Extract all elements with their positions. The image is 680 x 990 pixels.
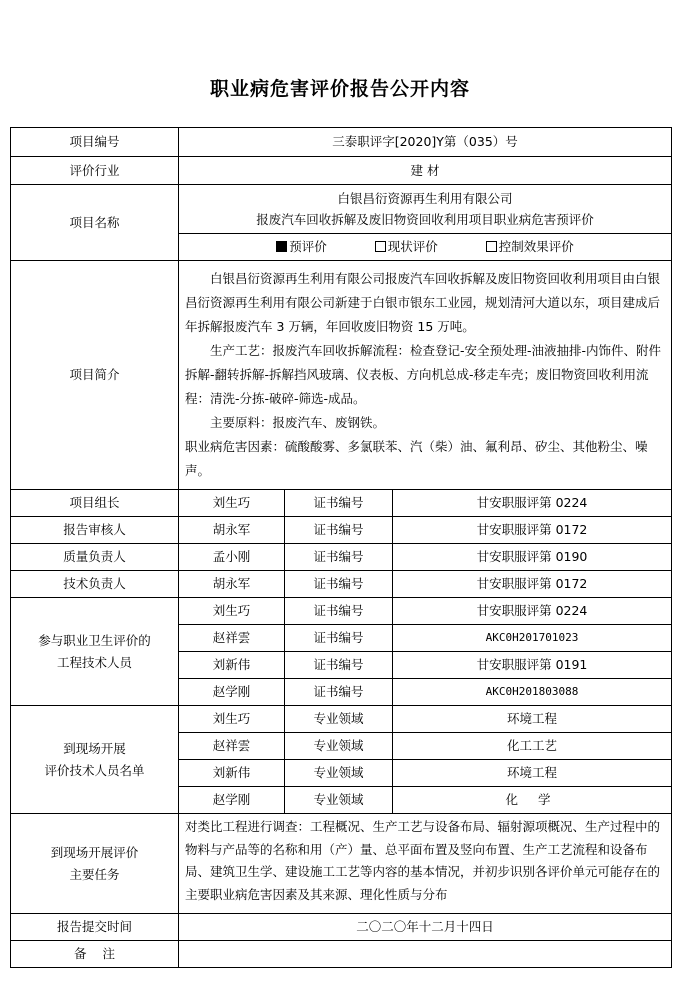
eval-type-current[interactable]: 现状评价 bbox=[375, 234, 438, 260]
remarks-label: 备 注 bbox=[11, 941, 179, 968]
industry-label: 评价行业 bbox=[11, 157, 179, 185]
staff-row bbox=[11, 544, 672, 571]
staff-row bbox=[11, 517, 672, 544]
cert-label: 证书编号 bbox=[285, 625, 393, 652]
staff-role: 项目组长 bbox=[11, 490, 179, 517]
engineer-row bbox=[11, 598, 672, 625]
onsite-name: 刘生巧 bbox=[179, 706, 285, 733]
industry-value: 建 材 bbox=[179, 157, 672, 185]
onsite-label: 到现场开展 评价技术人员名单 bbox=[11, 706, 179, 814]
cert-number: 甘安职服评第 0172 bbox=[393, 517, 672, 544]
staff-name: 孟小刚 bbox=[179, 544, 285, 571]
checkbox-empty-icon bbox=[486, 241, 497, 252]
staff-row bbox=[11, 490, 672, 517]
process-paragraph: 生产工艺：报废汽车回收拆解流程：检查登记-安全预处理-油液抽排-内饰件、附件拆解-翻转拆解-拆解挡风玻璃、仪表板、方向机总成-移走车壳；废旧物资回收利用流程：清洗-分拣-破碎-筛选-成品。 bbox=[185, 343, 662, 406]
engineer-name: 赵祥雲 bbox=[179, 625, 285, 652]
eval-type-control[interactable]: 控制效果评价 bbox=[486, 234, 574, 260]
tasks-text: 对类比工程进行调查：工程概况、生产工艺与设备布局、辐射源项概况、生产过程中的物料与产品等的名称和用（产）量、总平面布置及竖向布置、生产工艺流程和设备布局、建筑卫生学、建设施工工艺等内容的基本情况，并初步识别各评价单元可能存在的主要职业病危害因素及其来源、理化性质与分布 bbox=[179, 814, 672, 914]
disclosure-table bbox=[10, 127, 672, 968]
intro-label: 项目简介 bbox=[11, 261, 179, 490]
field-label: 专业领域 bbox=[285, 787, 393, 814]
materials-paragraph: 主要原料：报废汽车、废钢铁。 bbox=[210, 415, 386, 430]
tasks-label: 到现场开展评价 主要任务 bbox=[11, 814, 179, 914]
field-label: 专业领域 bbox=[285, 706, 393, 733]
onsite-row bbox=[11, 706, 672, 733]
engineer-name: 刘新伟 bbox=[179, 652, 285, 679]
cert-number: 甘安职服评第 0191 bbox=[393, 652, 672, 679]
project-full-name: 报废汽车回收拆解及废旧物资回收利用项目职业病危害预评价 bbox=[256, 212, 594, 227]
field-value: 化工工艺 bbox=[393, 733, 672, 760]
cert-number: 甘安职服评第 0224 bbox=[393, 490, 672, 517]
row-project-name bbox=[11, 185, 672, 261]
row-tasks bbox=[11, 814, 672, 914]
document-title: 职业病危害评价报告公开内容 bbox=[209, 78, 470, 100]
row-remarks bbox=[11, 941, 672, 968]
onsite-name: 刘新伟 bbox=[179, 760, 285, 787]
engineer-name: 刘生巧 bbox=[179, 598, 285, 625]
intro-cell bbox=[179, 261, 672, 490]
staff-role: 技术负责人 bbox=[11, 571, 179, 598]
eval-type-group bbox=[179, 233, 671, 260]
field-value: 环境工程 bbox=[393, 706, 672, 733]
row-intro bbox=[11, 261, 672, 490]
cert-number: 甘安职服评第 0224 bbox=[393, 598, 672, 625]
row-project-no bbox=[11, 128, 672, 157]
project-name-label: 项目名称 bbox=[11, 185, 179, 261]
project-no-value: 三泰职评字[2020]Y第（035）号 bbox=[179, 128, 672, 157]
hazards-paragraph: 职业病危害因素：硫酸酸雾、多氯联苯、汽（柴）油、氟利昂、矽尘、其他粉尘、噪声。 bbox=[185, 439, 648, 478]
field-label: 专业领域 bbox=[285, 760, 393, 787]
submit-date: 二〇二〇年十二月十四日 bbox=[179, 914, 672, 941]
submit-label: 报告提交时间 bbox=[11, 914, 179, 941]
cert-number: AKC0H201701023 bbox=[393, 625, 672, 652]
intro-paragraph: 白银昌衍资源再生利用有限公司报废汽车回收拆解及废旧物资回收利用项目由白银昌衍资源再生利用有限公司新建于白银市银东工业园，规划清河大道以东，项目建成后年拆解报废汽车 3 万辆，年回收废旧物资 15 万吨。 bbox=[185, 271, 661, 334]
field-value: 环境工程 bbox=[393, 760, 672, 787]
cert-label: 证书编号 bbox=[285, 517, 393, 544]
row-industry bbox=[11, 157, 672, 185]
cert-number: 甘安职服评第 0190 bbox=[393, 544, 672, 571]
cert-label: 证书编号 bbox=[285, 598, 393, 625]
staff-role: 报告审核人 bbox=[11, 517, 179, 544]
checkbox-empty-icon bbox=[375, 241, 386, 252]
cert-label: 证书编号 bbox=[285, 679, 393, 706]
checkbox-checked-icon bbox=[276, 241, 287, 252]
staff-role: 质量负责人 bbox=[11, 544, 179, 571]
engineers-label: 参与职业卫生评价的 工程技术人员 bbox=[11, 598, 179, 706]
onsite-name: 赵祥雲 bbox=[179, 733, 285, 760]
eval-type-pre[interactable]: 预评价 bbox=[276, 234, 327, 260]
cert-number: AKC0H201803088 bbox=[393, 679, 672, 706]
cert-label: 证书编号 bbox=[285, 571, 393, 598]
cert-label: 证书编号 bbox=[285, 490, 393, 517]
staff-name: 胡永军 bbox=[179, 571, 285, 598]
project-name-cell bbox=[179, 185, 672, 261]
company-name: 白银昌衍资源再生利用有限公司 bbox=[337, 191, 513, 206]
onsite-name: 赵学刚 bbox=[179, 787, 285, 814]
staff-name: 刘生巧 bbox=[179, 490, 285, 517]
cert-label: 证书编号 bbox=[285, 652, 393, 679]
staff-row bbox=[11, 571, 672, 598]
remarks-value bbox=[179, 941, 672, 968]
field-value: 化 学 bbox=[393, 787, 672, 814]
cert-label: 证书编号 bbox=[285, 544, 393, 571]
field-label: 专业领域 bbox=[285, 733, 393, 760]
row-submit bbox=[11, 914, 672, 941]
staff-name: 胡永军 bbox=[179, 517, 285, 544]
cert-number: 甘安职服评第 0172 bbox=[393, 571, 672, 598]
engineer-name: 赵学刚 bbox=[179, 679, 285, 706]
project-no-label: 项目编号 bbox=[11, 128, 179, 157]
